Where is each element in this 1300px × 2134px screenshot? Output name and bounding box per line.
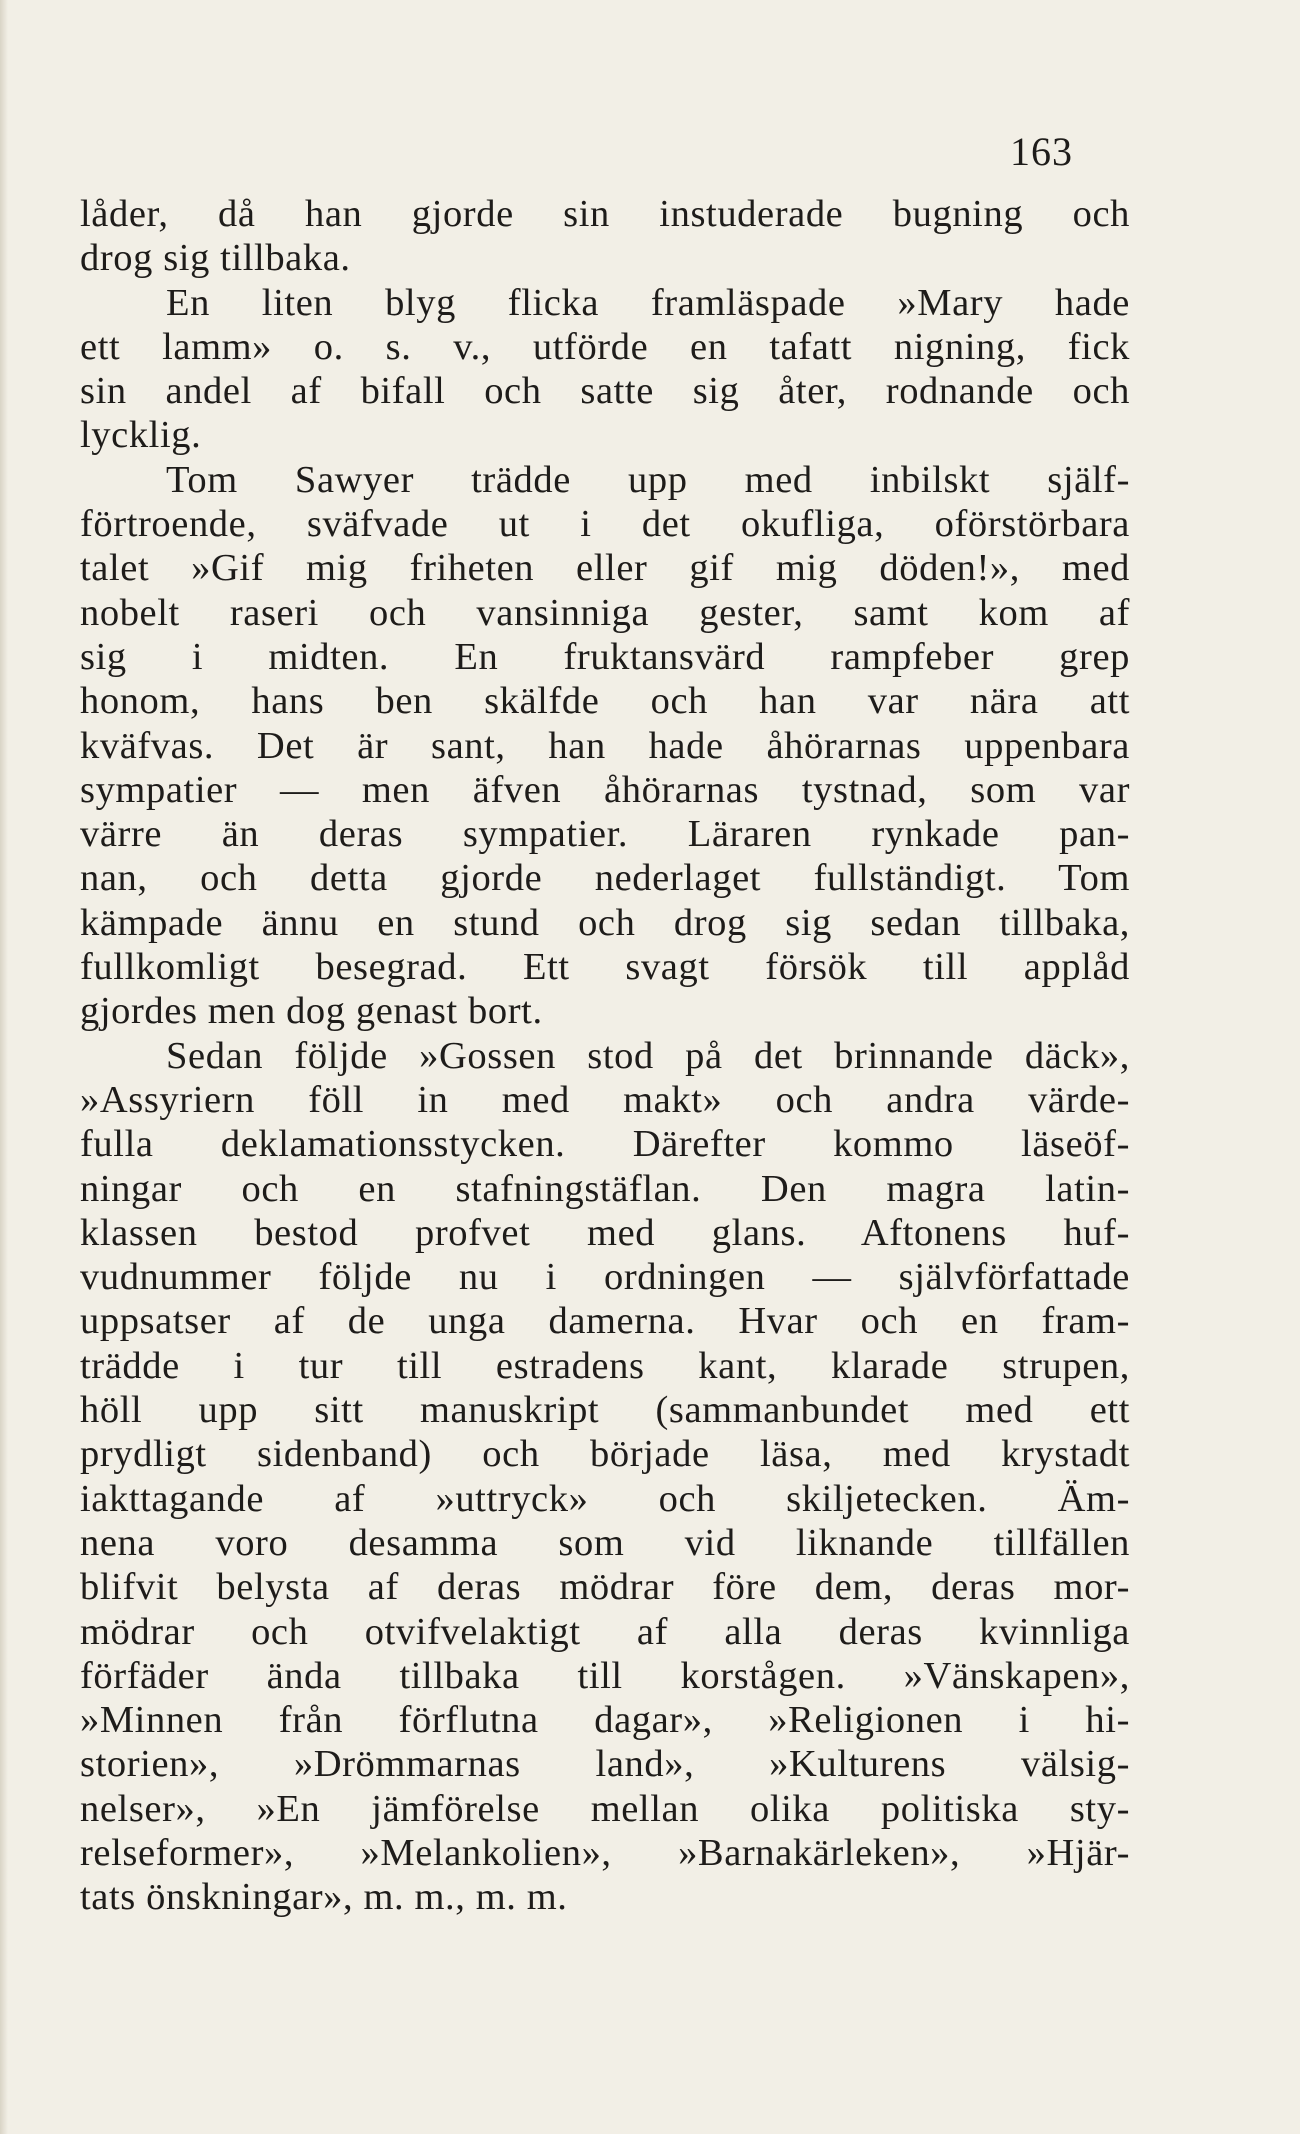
text-line: sig i midten. En fruktansvärd rampfeber grep [80, 635, 1130, 678]
text-line: klassen bestod profvet med glans. Aftonens huf- [80, 1211, 1130, 1254]
text-line: värre än deras sympatier. Läraren rynkade pan- [80, 813, 1130, 856]
text-line: fullkomligt besegrad. Ett svagt försök till applåd [80, 946, 1130, 989]
page-number: 163 [1010, 129, 1073, 174]
paragraph [80, 281, 1130, 458]
text-line: »Minnen från förflutna dagar», »Religionen i hi- [80, 1699, 1130, 1742]
text-line: ningar och en stafningstäflan. Den magra latin- [80, 1167, 1130, 1210]
text-line: kämpade ännu en stund och drog sig sedan tillbaka, [80, 901, 1130, 944]
text-line: vudnummer följde nu i ordningen — självförfattade [80, 1256, 1130, 1299]
text-line: förfäder ända tillbaka till korstågen. »Vänskapen», [80, 1654, 1130, 1697]
paragraph [80, 1034, 1130, 1920]
text-line: lycklig. [80, 414, 202, 457]
text-line: storien», »Drömmarnas land», »Kulturens välsig- [80, 1743, 1130, 1786]
text-line: talet »Gif mig friheten eller gif mig döden!», med [80, 547, 1130, 590]
text-line: En liten blyg flicka framläspade »Mary hade [166, 281, 1130, 324]
text-line: höll upp sitt manuskript (sammanbundet med ett [80, 1389, 1130, 1432]
text-line: kväfvas. Det är sant, han hade åhörarnas uppenbara [80, 724, 1130, 767]
text-line: iakttagande af »uttryck» och skiljetecken. Äm- [80, 1477, 1130, 1520]
paragraph [80, 192, 1130, 281]
text-line: trädde i tur till estradens kant, klarade strupen, [80, 1344, 1130, 1387]
text-line: prydligt sidenband) och började läsa, med krystadt [80, 1433, 1130, 1476]
text-line: Tom Sawyer trädde upp med inbilskt själf- [166, 458, 1130, 501]
text-line: sin andel af bifall och satte sig åter, rodnande och [80, 370, 1130, 413]
text-line: nan, och detta gjorde nederlaget fullständigt. Tom [80, 857, 1130, 900]
text-line: tats önskningar», m. m., m. m. [80, 1876, 568, 1919]
text-line: relseformer», »Melankolien», »Barnakärleken», »Hjär- [80, 1831, 1130, 1874]
text-line: gjordes men dog genast bort. [80, 990, 543, 1033]
text-line: ett lamm» o. s. v., utförde en tafatt nigning, fick [80, 325, 1130, 368]
text-line: blifvit belysta af deras mödrar före dem, deras mor- [80, 1566, 1130, 1609]
text-line: nena voro desamma som vid liknande tillfällen [80, 1521, 1130, 1564]
text-line: fulla deklamationsstycken. Därefter kommo läseöf- [80, 1123, 1130, 1166]
text-line: uppsatser af de unga damerna. Hvar och en fram- [80, 1300, 1130, 1343]
page-edge [0, 0, 8, 2134]
text-line: mödrar och otvifvelaktigt af alla deras kvinnliga [80, 1610, 1130, 1653]
text-line: Sedan följde »Gossen stod på det brinnande däck», [166, 1034, 1130, 1077]
text-line: förtroende, sväfvade ut i det okufliga, oförstörbara [80, 503, 1130, 546]
text-line: honom, hans ben skälfde och han var nära att [80, 680, 1130, 723]
text-line: »Assyriern föll in med makt» och andra värde- [80, 1078, 1130, 1121]
text-line: nobelt raseri och vansinniga gester, samt kom af [80, 591, 1130, 634]
text-line: låder, då han gjorde sin instuderade bugning och [80, 193, 1130, 235]
text-line: drog sig tillbaka. [80, 237, 351, 280]
text-line: nelser», »En jämförelse mellan olika politiska sty- [80, 1787, 1130, 1830]
paragraph [80, 458, 1130, 1034]
body-text [80, 192, 1130, 1920]
text-line: sympatier — men äfven åhörarnas tystnad, som var [80, 768, 1130, 811]
